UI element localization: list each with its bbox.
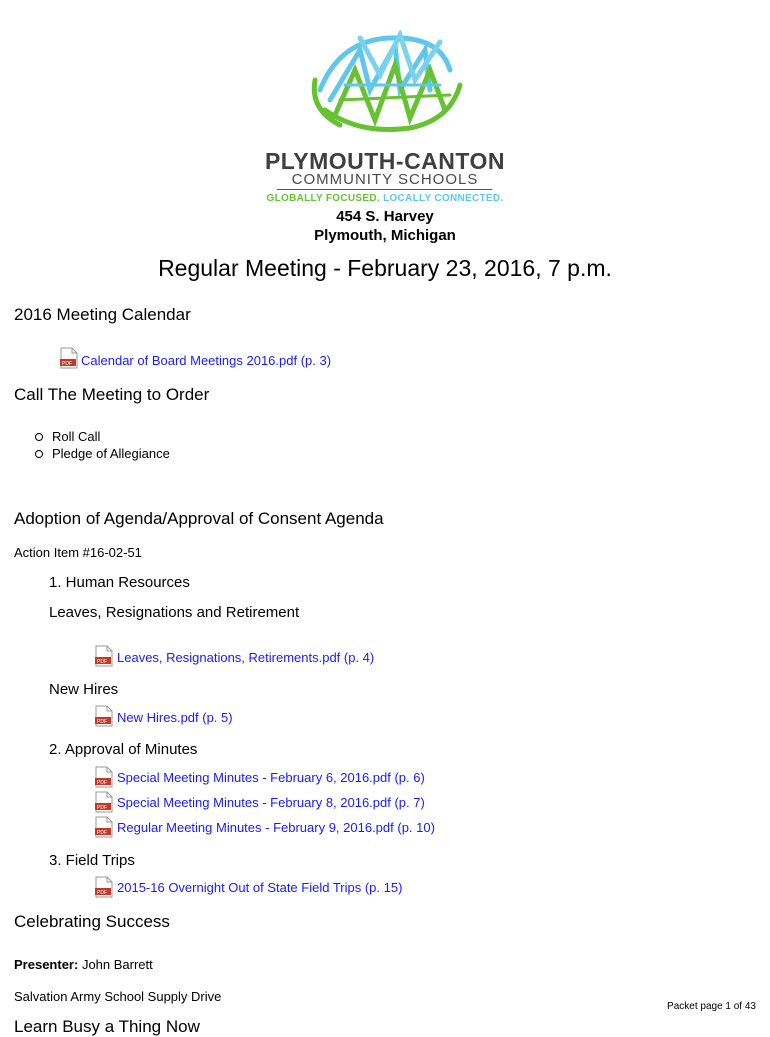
action-item-label: Action Item #16-02-51 — [14, 545, 142, 560]
address-line1: 454 S. Harvey — [336, 208, 434, 225]
subheading-field-trips: 3. Field Trips — [49, 852, 135, 869]
svg-text:PDF: PDF — [97, 805, 107, 811]
section-heading-adoption: Adoption of Agenda/Approval of Consent Agenda — [14, 509, 384, 528]
subheading-approval-of-minutes: 2. Approval of Minutes — [49, 741, 198, 758]
tagline — [0, 193, 770, 204]
svg-text:PDF: PDF — [97, 659, 107, 665]
minutes-link-feb6[interactable]: Special Meeting Minutes - February 6, 2016.pdf (p. 6) — [117, 770, 425, 785]
address-line2: Plymouth, Michigan — [314, 227, 456, 244]
svg-text:PDF: PDF — [62, 361, 72, 367]
pdf-icon — [95, 816, 113, 838]
pdf-icon — [95, 876, 113, 898]
field-trips-link[interactable]: 2015-16 Overnight Out of State Field Trips (p. 15) — [117, 880, 403, 895]
svg-text:PDF: PDF — [97, 780, 107, 786]
subheading-leaves: Leaves, Resignations and Retirement — [49, 604, 300, 621]
circle-bullet-icon — [35, 433, 43, 441]
pdf-icon — [95, 791, 113, 813]
presenter-label: Presenter: — [14, 957, 79, 972]
section-heading-call-to-order: Call The Meeting to Order — [14, 385, 210, 404]
pdf-icon — [95, 766, 113, 788]
circle-bullet-icon — [35, 450, 43, 458]
section-heading-celebrating: Celebrating Success — [14, 912, 170, 931]
svg-text:PDF: PDF — [97, 830, 107, 836]
celebrating-item: Salvation Army School Supply Drive — [14, 989, 222, 1004]
section-heading-calendar: 2016 Meeting Calendar — [14, 305, 191, 324]
list-item-pledge: Pledge of Allegiance — [52, 446, 170, 461]
logo-divider — [277, 189, 492, 190]
presenter-name: John Barrett — [81, 957, 153, 972]
tagline-part1: GLOBALLY FOCUSED. — [266, 193, 380, 204]
pdf-icon — [95, 645, 113, 667]
calendar-link[interactable]: Calendar of Board Meetings 2016.pdf (p. 3) — [81, 353, 332, 368]
org-name-line1: PLYMOUTH-CANTON — [264, 148, 506, 174]
leaves-link[interactable]: Leaves, Resignations, Retirements.pdf (p. 4) — [117, 650, 375, 665]
page-counter: Packet page 1 of 43 — [667, 1001, 756, 1012]
logo — [0, 30, 770, 140]
svg-text:PDF: PDF — [97, 719, 107, 725]
new-hires-link[interactable]: New Hires.pdf (p. 5) — [117, 710, 233, 725]
plymouth-canton-logo-icon — [300, 30, 470, 140]
minutes-link-feb8[interactable]: Special Meeting Minutes - February 8, 2016.pdf (p. 7) — [117, 795, 425, 810]
subheading-human-resources: 1. Human Resources — [49, 574, 190, 591]
list-item-roll-call: Roll Call — [52, 429, 101, 444]
org-name-line2: COMMUNITY SCHOOLS — [291, 171, 479, 188]
minutes-link-feb9[interactable]: Regular Meeting Minutes - February 9, 2016.pdf (p. 10) — [117, 820, 435, 835]
tagline-part2: LOCALLY CONNECTED. — [383, 193, 504, 204]
svg-text:PDF: PDF — [97, 890, 107, 896]
section-heading-partial: Learn Busy a Thing Now — [14, 1017, 200, 1036]
presenter-line — [14, 957, 153, 972]
subheading-new-hires: New Hires — [49, 681, 119, 698]
pdf-icon — [60, 347, 78, 369]
meeting-title: Regular Meeting - February 23, 2016, 7 p.m. — [158, 255, 612, 281]
pdf-icon — [95, 705, 113, 727]
